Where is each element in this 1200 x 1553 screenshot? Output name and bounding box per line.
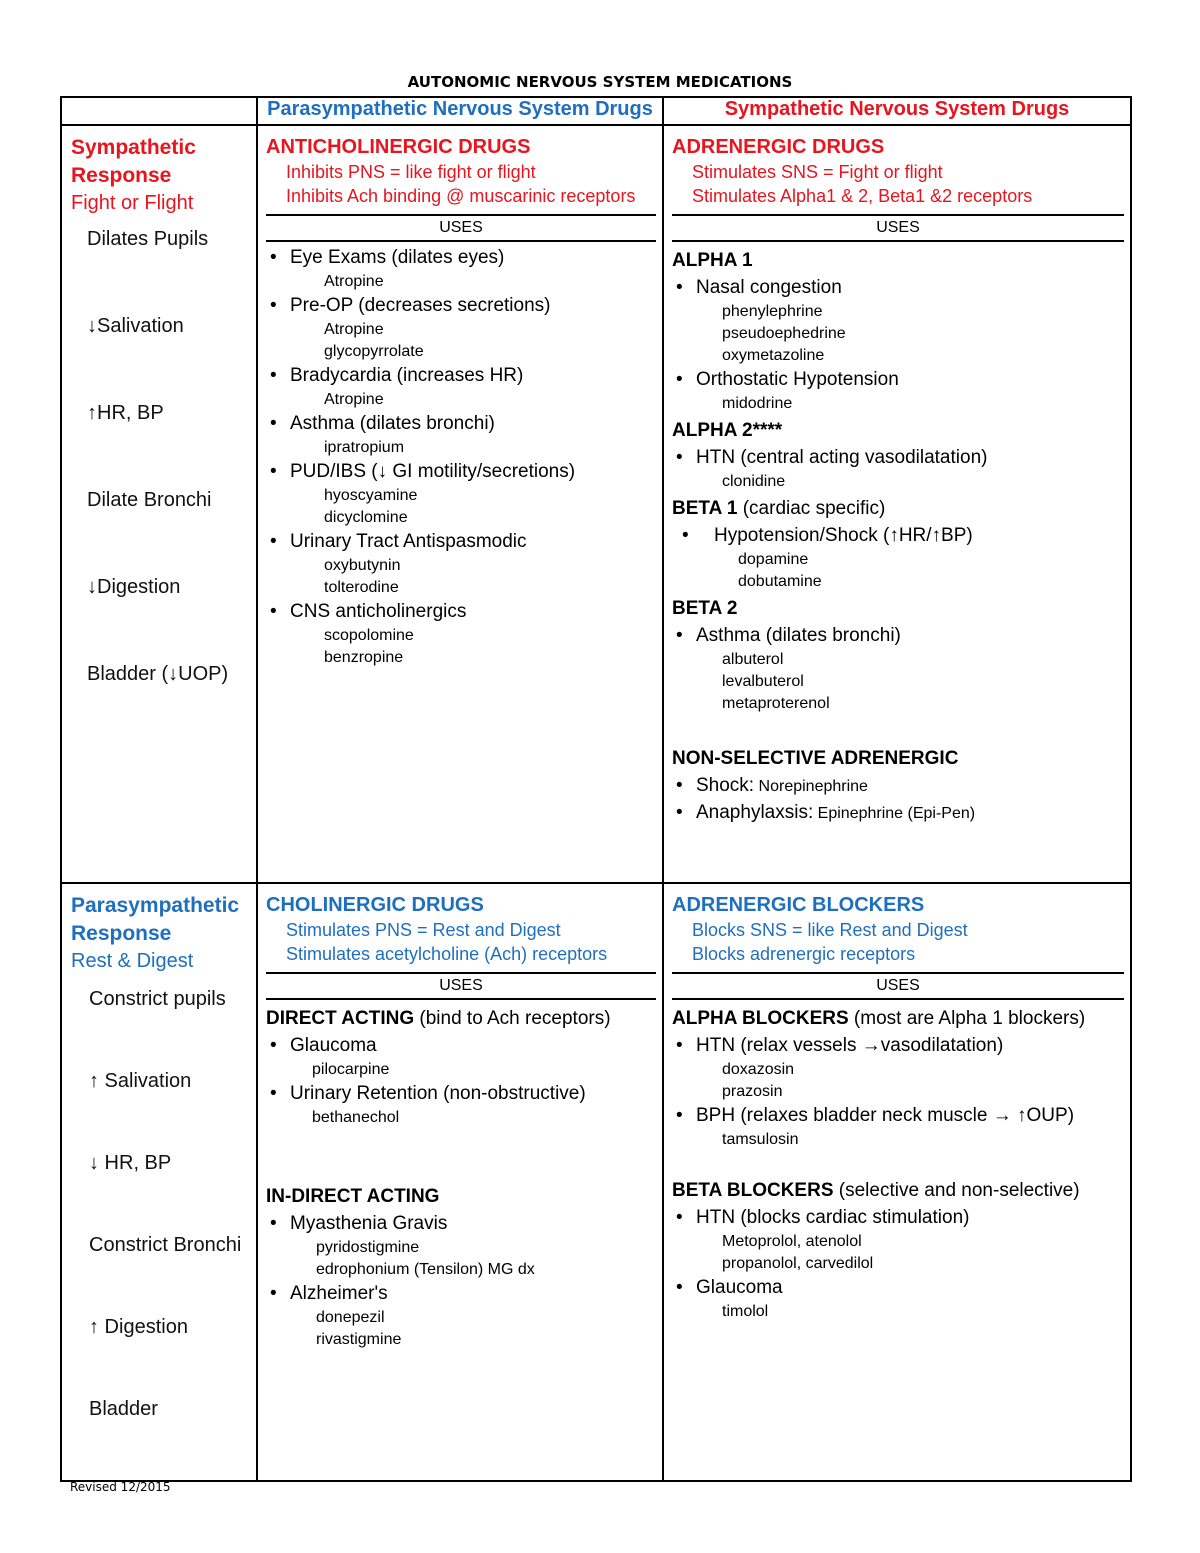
bullet-icon: • [270,1213,277,1234]
bullet-icon: • [676,277,683,298]
list-item: • Alzheimer's [266,1281,656,1307]
response-item: ↓ HR, BP [89,1152,172,1174]
bullet-icon: • [676,1207,683,1228]
bullet-icon: • [270,601,277,622]
revision-note: Revised 12/2015 [70,1480,171,1494]
list-item: • Asthma (dilates bronchi) [266,411,656,437]
drug-class-desc: Stimulates Alpha1 & 2, Beta1 &2 receptors [692,186,1033,206]
drug-name: tamsulosin [722,1131,799,1148]
drug-class-desc: Inhibits PNS = like fight or flight [286,162,536,182]
response-item: Bladder (↓UOP) [87,663,229,685]
drug-name: pyridostigmine [316,1239,420,1256]
bullet-icon: • [676,802,683,823]
response-subtitle: Fight or Flight [71,192,194,214]
drug-name: edrophonium (Tensilon) MG dx [316,1261,535,1278]
drug-name: dobutamine [738,573,822,590]
list-item: • Orthostatic Hypotension [672,367,1124,393]
medications-table [60,96,1132,1482]
response-subtitle: Rest & Digest [71,950,194,972]
drug-name: pilocarpine [312,1061,390,1078]
adrenergic-blockers-cell [663,883,1131,1481]
sympathetic-row [61,125,1131,883]
bullet-icon: • [270,1035,277,1056]
response-item: ↑ Digestion [89,1316,188,1338]
header-blank [61,97,257,125]
drug-name: tolterodine [324,579,399,596]
drug-class-desc: Inhibits Ach binding @ muscarinic receptors [286,186,636,206]
uses-label: USES [266,972,656,1000]
section-heading: DIRECT ACTING (bind to Ach receptors) [266,1008,611,1029]
drug-name: prazosin [722,1083,783,1100]
sympathetic-response-cell [61,125,257,883]
list-item: • Anaphylaxsis: Epinephrine (Epi-Pen) [672,800,1124,827]
drug-name: Atropine [324,321,384,338]
parasympathetic-row [61,883,1131,1481]
drug-class-desc: Stimulates PNS = Rest and Digest [286,920,561,940]
anticholinergic-cell [257,125,663,883]
header-row [61,97,1131,125]
response-item: Constrict Bronchi [89,1234,242,1256]
list-item: • HTN (central acting vasodilatation) [672,445,1124,471]
response-item: Constrict pupils [89,988,226,1010]
section-heading: NON-SELECTIVE ADRENERGIC [672,748,959,769]
list-item: • Bradycardia (increases HR) [266,363,656,389]
bullet-icon: • [270,295,277,316]
drug-class-desc: Stimulates acetylcholine (Ach) receptors [286,944,608,964]
drug-class-desc: Stimulates SNS = Fight or flight [692,162,943,182]
bullet-icon: • [270,461,277,482]
list-item: • Shock: Norepinephrine [672,773,1124,800]
drug-name: midodrine [722,395,793,412]
list-item: • Myasthenia Gravis [266,1211,656,1237]
section-heading: ALPHA 1 [672,250,753,271]
cholinergic-cell [257,883,663,1481]
drug-name: albuterol [722,651,784,668]
bullet-icon: • [270,365,277,386]
adrenergic-cell [663,125,1131,883]
drug-name: oxymetazoline [722,347,825,364]
drug-name: doxazosin [722,1061,795,1078]
drug-name: levalbuterol [722,673,804,690]
list-item: • CNS anticholinergics [266,599,656,625]
drug-class-title: CHOLINERGIC DRUGS [266,894,484,916]
drug-name: timolol [722,1303,769,1320]
response-title: Response [71,922,172,945]
drug-name: metaproterenol [722,695,830,712]
drug-name: dopamine [738,551,809,568]
header-pns: Parasympathetic Nervous System Drugs [257,97,663,125]
drug-name: ipratropium [324,439,405,456]
header-sns: Sympathetic Nervous System Drugs [663,97,1131,125]
uses-label: USES [672,972,1124,1000]
response-item: ↑HR, BP [87,402,164,424]
drug-name: clonidine [722,473,786,490]
section-heading: IN-DIRECT ACTING [266,1186,440,1207]
drug-class-title: ADRENERGIC DRUGS [672,136,885,158]
section-heading: ALPHA 2**** [672,420,783,441]
response-item: Bladder [89,1398,158,1420]
section-heading: BETA BLOCKERS (selective and non-selective) [672,1180,1080,1201]
drug-name: propanolol, carvedilol [722,1255,874,1272]
list-item: • Eye Exams (dilates eyes) [266,245,656,271]
list-item: • Nasal congestion [672,275,1124,301]
bullet-icon: • [676,625,683,646]
response-item: ↓Digestion [87,576,181,598]
drug-class-desc: Blocks adrenergic receptors [692,944,916,964]
list-item: • PUD/IBS (↓ GI motility/secretions) [266,459,656,485]
page-title: AUTONOMIC NERVOUS SYSTEM MEDICATIONS [407,73,793,91]
bullet-icon: • [270,1283,277,1304]
bullet-icon: • [676,369,683,390]
bullet-icon: • [676,1277,683,1298]
drug-name: bethanechol [312,1109,400,1126]
list-item: • Hypotension/Shock (↑HR/↑BP) [672,523,1124,549]
list-item: • Pre-OP (decreases secretions) [266,293,656,319]
response-item: ↑ Salivation [89,1070,192,1092]
bullet-icon: • [270,247,277,268]
uses-label: USES [266,214,656,242]
list-item: • HTN (relax vessels →vasodilatation) [672,1033,1124,1059]
uses-label: USES [672,214,1124,242]
list-item: • Glaucoma [672,1275,1124,1301]
drug-name: pseudoephedrine [722,325,846,342]
list-item: • Asthma (dilates bronchi) [672,623,1124,649]
drug-name: oxybutynin [324,557,401,574]
drug-name: glycopyrrolate [324,343,424,360]
section-heading: ALPHA BLOCKERS (most are Alpha 1 blockers) [672,1008,1086,1029]
drug-name: phenylephrine [722,303,823,320]
bullet-icon: • [676,775,683,796]
bullet-icon: • [676,1105,683,1126]
drug-name: Atropine [324,273,384,290]
drug-name: rivastigmine [316,1331,402,1348]
parasympathetic-response-cell [61,883,257,1481]
drug-name: scopolomine [324,627,414,644]
section-heading: BETA 1 (cardiac specific) [672,498,886,519]
list-item: • Glaucoma [266,1033,656,1059]
response-item: ↓Salivation [87,315,184,337]
response-title: Response [71,164,172,187]
drug-name: Metoprolol, atenolol [722,1233,862,1250]
response-item: Dilate Bronchi [87,489,212,511]
list-item: • Urinary Tract Antispasmodic [266,529,656,555]
drug-class-desc: Blocks SNS = like Rest and Digest [692,920,968,940]
list-item: • Urinary Retention (non-obstructive) [266,1081,656,1107]
bullet-icon: • [682,525,689,546]
response-title: Sympathetic [71,136,196,159]
bullet-icon: • [676,447,683,468]
section-heading: BETA 2 [672,598,738,619]
bullet-icon: • [270,413,277,434]
bullet-icon: • [270,531,277,552]
list-item: • HTN (blocks cardiac stimulation) [672,1205,1124,1231]
bullet-icon: • [676,1035,683,1056]
drug-name: hyoscyamine [324,487,418,504]
drug-class-title: ADRENERGIC BLOCKERS [672,894,925,916]
drug-class-title: ANTICHOLINERGIC DRUGS [266,136,531,158]
bullet-icon: • [270,1083,277,1104]
drug-name: dicyclomine [324,509,408,526]
drug-name: Atropine [324,391,384,408]
response-title: Parasympathetic [71,894,240,917]
drug-name: benzropine [324,649,404,666]
response-item: Dilates Pupils [87,228,209,250]
drug-name: donepezil [316,1309,385,1326]
list-item: • BPH (relaxes bladder neck muscle → ↑OUP) [672,1103,1124,1129]
